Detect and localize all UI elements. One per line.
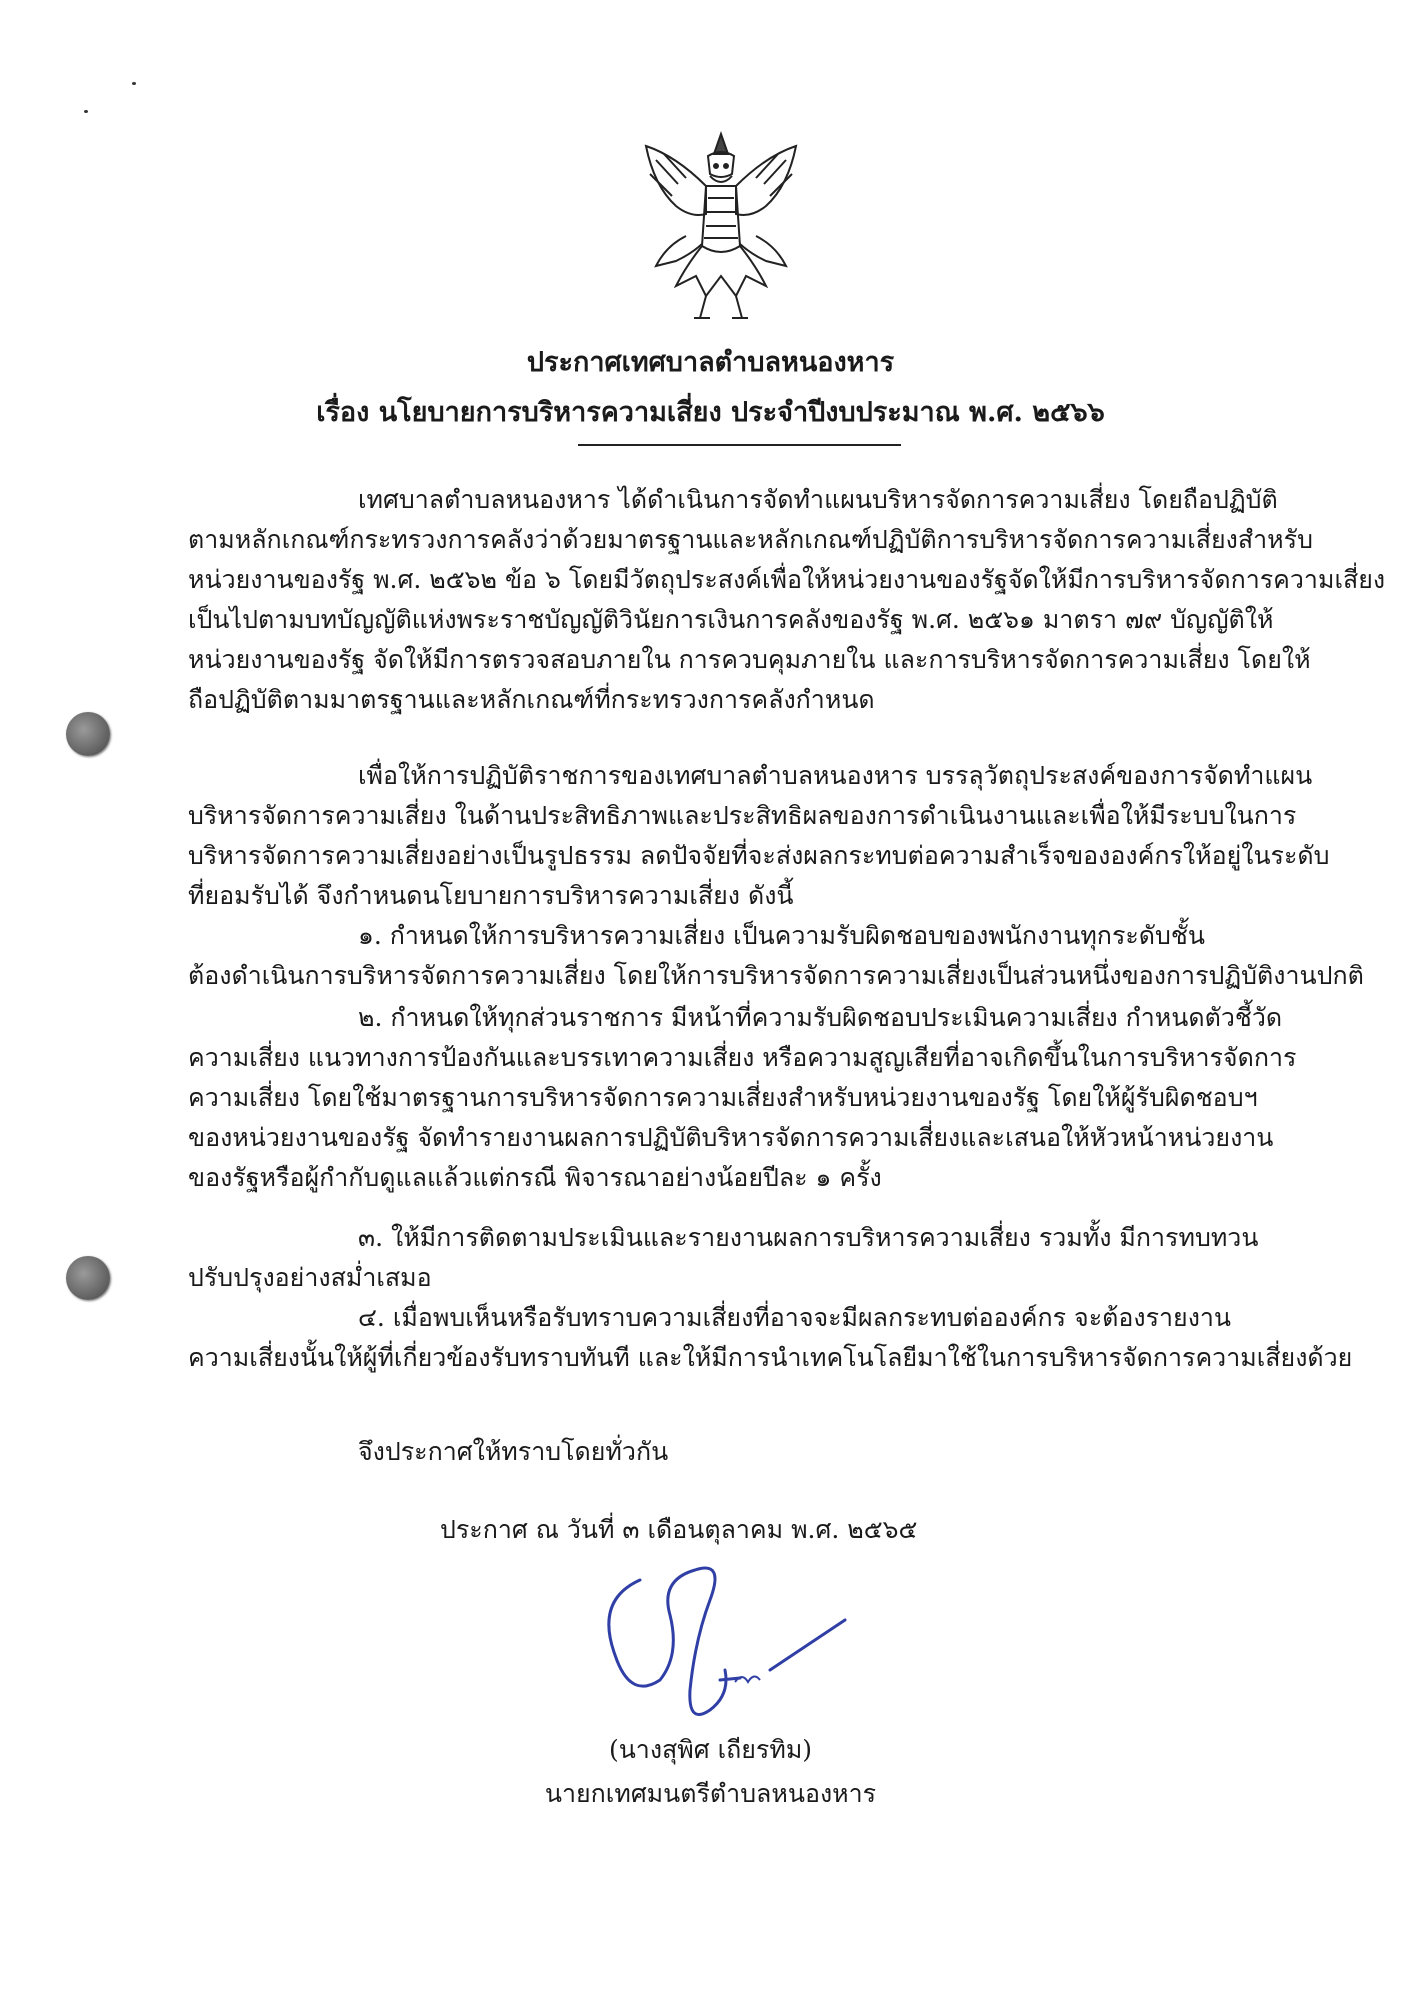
policy-item-2-cont: ของรัฐหรือผู้กำกับดูแลแล้วแต่กรณี พิจารณาอย่างน้อยปีละ ๑ ครั้ง — [188, 1163, 882, 1192]
paragraph-line: บริหารจัดการความเสี่ยง ในด้านประสิทธิภาพและประสิทธิผลของการดำเนินงานและเพื่อให้มีระบบในการ — [188, 801, 1297, 830]
policy-item-2: ๒. กำหนดให้ทุกส่วนราชการ มีหน้าที่ความรับผิดชอบประเมินความเสี่ยง กำหนดตัวชี้วัด — [358, 1003, 1283, 1032]
announcement-subject: เรื่อง นโยบายการบริหารความเสี่ยง ประจำปีงบประมาณ พ.ศ. ๒๕๖๖ — [316, 397, 1105, 428]
announcement-date: ประกาศ ณ วันที่ ๓ เดือนตุลาคม พ.ศ. ๒๕๖๕ — [440, 1515, 918, 1544]
paragraph-line: หน่วยงานของรัฐ พ.ศ. ๒๕๖๒ ข้อ ๖ โดยมีวัตถุประสงค์เพื่อให้หน่วยงานของรัฐจัดให้มีการบริหารจัดการความเสี่ยง — [188, 565, 1386, 594]
announcement-title: ประกาศเทศบาลตำบลหนองหาร — [526, 347, 895, 378]
policy-item-2-cont: ความเสี่ยง แนวทางการป้องกันและบรรเทาความเสี่ยง หรือความสูญเสียที่อาจเกิดขึ้นในการบริหารจัดการ — [188, 1043, 1297, 1072]
paragraph-line: เพื่อให้การปฏิบัติราชการของเทศบาลตำบลหนองหาร บรรลุวัตถุประสงค์ของการจัดทำแผน — [358, 761, 1313, 790]
policy-item-4-cont: ความเสี่ยงนั้นให้ผู้ที่เกี่ยวข้องรับทราบทันที และให้มีการนำเทคโนโลยีมาใช้ในการบริหารจัดการความเสี่ยงด้วย — [188, 1343, 1353, 1372]
scan-speck — [132, 82, 136, 85]
closing-text: จึงประกาศให้ทราบโดยทั่วกัน — [358, 1437, 669, 1466]
policy-item-3: ๓. ให้มีการติดตามประเมินและรายงานผลการบริหารความเสี่ยง รวมทั้ง มีการทบทวน — [358, 1223, 1259, 1252]
paragraph-line: ถือปฏิบัติตามมาตรฐานและหลักเกณฑ์ที่กระทรวงการคลังกำหนด — [188, 685, 875, 714]
punch-hole-top — [66, 712, 110, 756]
scan-speck — [84, 110, 88, 113]
signer-name: (นางสุพิศ เถียรทิม) — [608, 1735, 813, 1764]
signature-icon — [600, 1560, 850, 1730]
policy-item-1-cont: ต้องดำเนินการบริหารจัดการความเสี่ยง โดยให้การบริหารจัดการความเสี่ยงเป็นส่วนหนึ่งของการปฏิบัติงานปกติ — [188, 961, 1364, 990]
paragraph-line: เทศบาลตำบลหนองหาร ได้ดำเนินการจัดทำแผนบริหารจัดการความเสี่ยง โดยถือปฏิบัติ — [358, 485, 1278, 514]
policy-item-1: ๑. กำหนดให้การบริหารความเสี่ยง เป็นความรับผิดชอบของพนักงานทุกระดับชั้น — [358, 921, 1205, 950]
policy-item-4: ๔. เมื่อพบเห็นหรือรับทราบความเสี่ยงที่อาจจะมีผลกระทบต่อองค์กร จะต้องรายงาน — [358, 1303, 1232, 1332]
paragraph-line: หน่วยงานของรัฐ จัดให้มีการตรวจสอบภายใน การควบคุมภายใน และการบริหารจัดการความเสี่ยง โดยให้ — [188, 645, 1311, 674]
punch-hole-bottom — [66, 1256, 110, 1300]
garuda-emblem-icon — [636, 126, 806, 326]
paragraph-line: เป็นไปตามบทบัญญัติแห่งพระราชบัญญัติวินัยการเงินการคลังของรัฐ พ.ศ. ๒๕๖๑ มาตรา ๗๙ บัญญัติให้ — [188, 605, 1274, 634]
paragraph-line: ที่ยอมรับได้ จึงกำหนดนโยบายการบริหารความเสี่ยง ดังนี้ — [188, 881, 794, 910]
paragraph-line: ตามหลักเกณฑ์กระทรวงการคลังว่าด้วยมาตรฐานและหลักเกณฑ์ปฏิบัติการบริหารจัดการความเสี่ยงสำหรับ — [188, 525, 1313, 554]
signer-title: นายกเทศมนตรีตำบลหนองหาร — [544, 1779, 877, 1808]
paragraph-line: บริหารจัดการความเสี่ยงอย่างเป็นรูปธรรม ลดปัจจัยที่จะส่งผลกระทบต่อความสำเร็จขององค์กรให้อยู่ในระดับ — [188, 841, 1330, 870]
policy-item-2-cont: ความเสี่ยง โดยใช้มาตรฐานการบริหารจัดการความเสี่ยงสำหรับหน่วยงานของรัฐ โดยให้ผู้รับผิดชอบฯ — [188, 1083, 1258, 1112]
title-divider — [578, 444, 901, 446]
policy-item-3-cont: ปรับปรุงอย่างสม่ำเสมอ — [188, 1263, 432, 1292]
policy-item-2-cont: ของหน่วยงานของรัฐ จัดทำรายงานผลการปฏิบัติบริหารจัดการความเสี่ยงและเสนอให้หัวหน้าหน่วยงาน — [188, 1123, 1274, 1152]
